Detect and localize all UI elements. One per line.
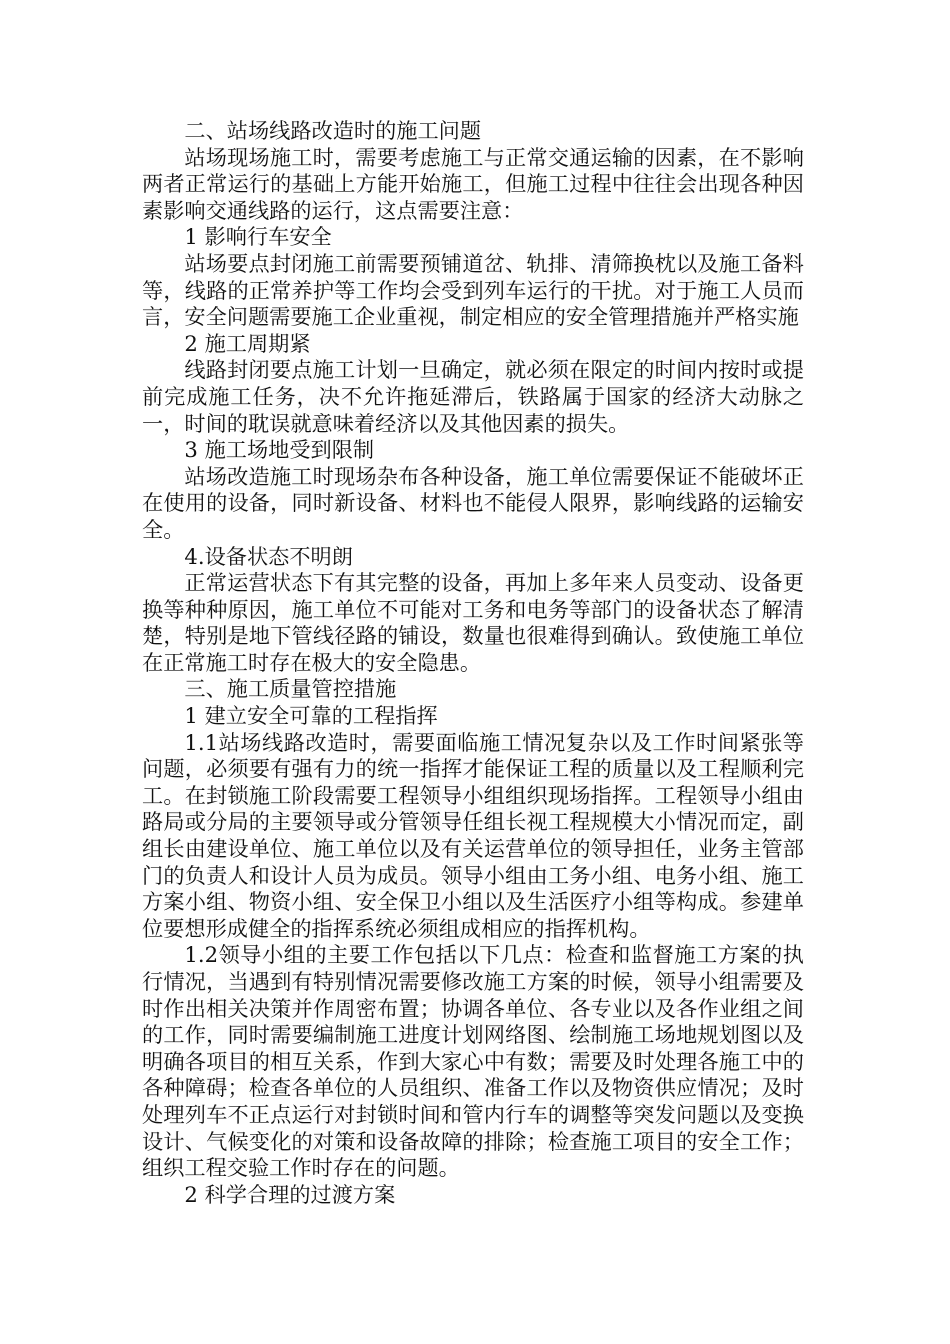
paragraph: 正常运营状态下有其完整的设备，再加上多年来人员变动、设备更换等种种原因，施工单位不可能对工务和电务等部门的设备状态了解清楚，特别是地下管线径路的铺设，数量也很难得到确认。致使施工单位在正常施工时存在极大的安全隐患。 <box>142 570 804 675</box>
paragraph: 1.2领导小组的主要工作包括以下几点：检查和监督施工方案的执行情况，当遇到有特别情况需要修改施工方案的时候，领导小组需要及时作出相关决策并作周密布置；协调各单位、各专业以及各作业组之间的工作，同时需要编制施工进度计划网络图、绘制施工场地规划图以及明确各项目的相互关系，作到大家心中有数；需要及时处理各施工中的各种障碍；检查各单位的人员组织、准备工作以及物资供应情况；及时处理列车不正点运行对封锁时间和管内行车的调整等突发问题以及变换设计、气候变化的对策和设备故障的排除；检查施工项目的安全工作；组织工程交验工作时存在的问题。 <box>142 942 804 1181</box>
paragraph: 1.1站场线路改造时，需要面临施工情况复杂以及工作时间紧张等问题，必须要有强有力的统一指挥才能保证工程的质量以及工程顺利完工。在封锁施工阶段需要工程领导小组组织现场指挥。工程领导小组由路局或分局的主要领导或分管领导任组长视工程规模大小情况而定，副组长由建设单位、施工单位以及有关运营单位的领导担任，业务主管部门的负责人和设计人员为成员。领导小组由工务小组、电务小组、施工方案小组、物资小组、安全保卫小组以及生活医疗小组等构成。参建单位要想形成健全的指挥系统必须组成相应的指挥机构。 <box>142 729 804 941</box>
subsection-heading: 2 科学合理的过渡方案 <box>184 1181 396 1207</box>
section-heading: 三、施工质量管控措施 <box>184 676 397 702</box>
subsection-heading: 1 建立安全可靠的工程指挥 <box>184 703 438 729</box>
paragraph: 站场要点封闭施工前需要预铺道岔、轨排、清筛换枕以及施工备料等，线路的正常养护等工作均会受到列车运行的干扰。对于施工人员而言，安全问题需要施工企业重视，制定相应的安全管理措施并严格实施 <box>142 250 804 330</box>
document-body <box>142 118 804 1208</box>
paragraph: 线路封闭要点施工计划一旦确定，就必须在限定的时间内按时或提前完成施工任务，决不允许拖延滞后，铁路属于国家的经济大动脉之一，时间的耽误就意味着经济以及其他因素的损失。 <box>142 357 804 436</box>
subsection-heading: 1 影响行车安全 <box>184 224 332 250</box>
subsection-heading: 4.设备状态不明朗 <box>184 543 353 569</box>
paragraph: 站场现场施工时，需要考虑施工与正常交通运输的因素，在不影响两者正常运行的基础上方能开始施工，但施工过程中往往会出现各种因素影响交通线路的运行，这点需要注意： <box>142 144 804 223</box>
section-heading: 二、站场线路改造时的施工问题 <box>184 118 482 143</box>
subsection-heading: 2 施工周期紧 <box>184 330 311 356</box>
paragraph: 站场改造施工时现场杂布各种设备，施工单位需要保证不能破坏正在使用的设备，同时新设备、材料也不能侵人限界，影响线路的运输安全。 <box>142 463 804 542</box>
subsection-heading: 3 施工场地受到限制 <box>184 437 375 463</box>
